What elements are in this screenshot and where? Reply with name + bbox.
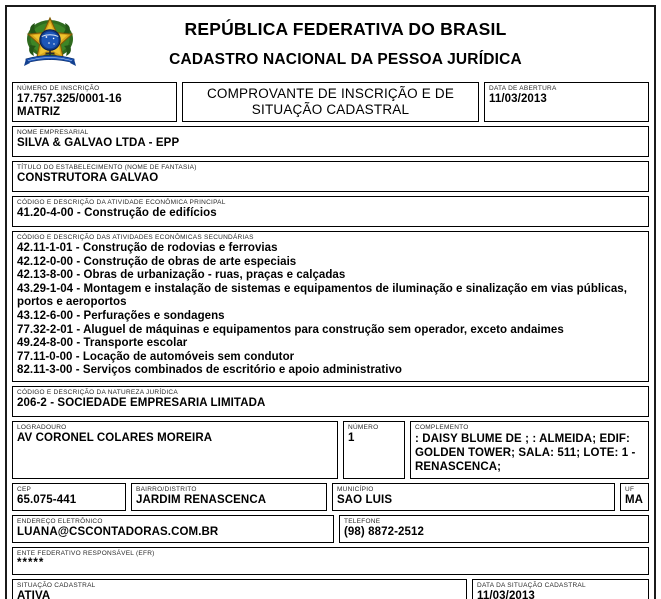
main-activity-value: 41.20-4-00 - Construção de edifícios	[17, 207, 217, 219]
secondary-activities-field	[12, 231, 649, 382]
trade-name-row	[12, 161, 649, 192]
secondary-activities-row	[12, 231, 649, 382]
street-number-label: NÚMERO	[348, 423, 379, 431]
main-activity-label: CÓDIGO E DESCRIÇÃO DA ATIVIDADE ECONÔMICA PRINCIPAL	[17, 199, 226, 206]
document-header	[12, 8, 649, 82]
email-label: ENDEREÇO ELETRÔNICO	[17, 517, 103, 525]
opening-date-field	[484, 82, 649, 122]
street-label: LOGRADOURO	[17, 423, 67, 431]
certificate-title-field	[182, 82, 479, 122]
registration-status-date-value: 11/03/2013	[477, 589, 535, 599]
secondary-activity-item: 82.11-3-00 - Serviços combinados de escritório e apoio administrativo	[17, 364, 402, 377]
complement-label: COMPLEMENTO	[415, 423, 469, 431]
zip-code-field	[12, 483, 126, 511]
secondary-activity-item: 49.24-8-00 - Transporte escolar	[17, 337, 188, 350]
inscription-number-field	[12, 82, 177, 122]
registration-status-field	[12, 579, 467, 599]
complement-value: : DAISY BLUME DE ; : ALMEIDA; EDIF: GOLDEN TOWER; SALA: 511; LOTE: 1 - RENASCENCA;	[415, 432, 636, 473]
header-titles	[82, 20, 649, 69]
district-value: JARDIM RENASCENCA	[136, 493, 267, 506]
corporate-name-label: NOME EMPRESARIAL	[17, 129, 89, 136]
complement-field	[410, 421, 649, 479]
secondary-activity-item: 42.13-8-00 - Obras de urbanização - ruas, praças e calçadas	[17, 269, 346, 282]
email-value: LUANA@CSCONTADORAS.COM.BR	[17, 525, 219, 538]
city-value: SAO LUIS	[337, 493, 393, 506]
registration-status-label: SITUAÇÃO CADASTRAL	[17, 581, 96, 589]
city-label: MUNICÍPIO	[337, 485, 374, 493]
zip-code-label: CEP	[17, 485, 32, 493]
street-value: AV CORONEL COLARES MOREIRA	[17, 431, 213, 444]
efr-label: ENTE FEDERATIVO RESPONSÁVEL (EFR)	[17, 549, 155, 557]
street-field	[12, 421, 338, 479]
inscription-number-label: NÚMERO DE INSCRIÇÃO	[17, 85, 100, 92]
contact-row	[12, 515, 649, 543]
legal-nature-value: 206-2 - SOCIEDADE EMPRESARIA LIMITADA	[17, 396, 266, 409]
situation-row	[12, 579, 649, 599]
inscription-number-value: 17.757.325/0001-16	[17, 93, 122, 105]
efr-value: *****	[17, 556, 45, 569]
trade-name-label: TÍTULO DO ESTABELECIMENTO (NOME DE FANTASIA)	[17, 164, 197, 171]
location-row	[12, 483, 649, 511]
secondary-activities-list	[17, 242, 648, 378]
brazil-coat-of-arms-icon	[22, 12, 78, 76]
corporate-name-row	[12, 126, 649, 157]
certificate-title: COMPROVANTE DE INSCRIÇÃO E DE SITUAÇÃO CADASTRAL	[206, 86, 455, 117]
secondary-activities-label: CÓDIGO E DESCRIÇÃO DAS ATIVIDADES ECONÔMICAS SECUNDÁRIAS	[17, 234, 254, 241]
secondary-activity-item: 77.11-0-00 - Locação de automóveis sem condutor	[17, 350, 295, 363]
phone-field	[339, 515, 649, 543]
email-field	[12, 515, 334, 543]
efr-row	[12, 547, 649, 575]
state-label: UF	[625, 485, 635, 493]
secondary-activity-item: 42.11-1-01 - Construção de rodovias e ferrovias	[17, 242, 278, 254]
phone-value: (98) 8872-2512	[344, 525, 425, 538]
state-value: MA	[625, 493, 644, 506]
state-field	[620, 483, 649, 511]
zip-code-value: 65.075-441	[17, 493, 77, 506]
registration-status-date-field	[472, 579, 649, 599]
secondary-activity-item: 43.12-6-00 - Perfurações e sondagens	[17, 309, 225, 322]
inscription-type-value: MATRIZ	[17, 106, 61, 118]
city-field	[332, 483, 615, 511]
identification-row	[12, 82, 649, 122]
certificate-sheet	[8, 8, 653, 599]
trade-name-field	[12, 161, 649, 192]
district-field	[131, 483, 327, 511]
registration-status-date-label: DATA DA SITUAÇÃO CADASTRAL	[477, 581, 586, 589]
corporate-name-value: SILVA & GALVAO LTDA - EPP	[17, 137, 180, 149]
address-row	[12, 421, 649, 479]
opening-date-value: 11/03/2013	[489, 93, 547, 105]
main-activity-field	[12, 196, 649, 227]
legal-nature-field	[12, 386, 649, 417]
republic-title: REPÚBLICA FEDERATIVA DO BRASIL	[184, 18, 507, 39]
main-activity-row	[12, 196, 649, 227]
phone-label: TELEFONE	[344, 517, 381, 525]
corporate-name-field	[12, 126, 649, 157]
district-label: BAIRRO/DISTRITO	[136, 485, 197, 493]
street-number-value: 1	[348, 431, 355, 444]
opening-date-label: DATA DE ABERTURA	[489, 85, 557, 92]
legal-nature-label: CÓDIGO E DESCRIÇÃO DA NATUREZA JURÍDICA	[17, 388, 178, 396]
efr-field	[12, 547, 649, 575]
secondary-activity-item: 77.32-2-01 - Aluguel de máquinas e equipamentos para construção sem operador, exceto andaimes	[17, 323, 564, 336]
street-number-field	[343, 421, 405, 479]
registration-status-value: ATIVA	[17, 589, 51, 599]
trade-name-value: CONSTRUTORA GALVAO	[17, 172, 159, 184]
registry-title: CADASTRO NACIONAL DA PESSOA JURÍDICA	[169, 51, 522, 69]
secondary-activity-item: 42.12-0-00 - Construção de obras de arte especiais	[17, 255, 297, 268]
secondary-activity-item: 43.29-1-04 - Montagem e instalação de sistemas e equipamentos de iluminação e sinalização em vias públicas, portos e aeroportos	[17, 282, 627, 309]
legal-nature-row	[12, 386, 649, 417]
